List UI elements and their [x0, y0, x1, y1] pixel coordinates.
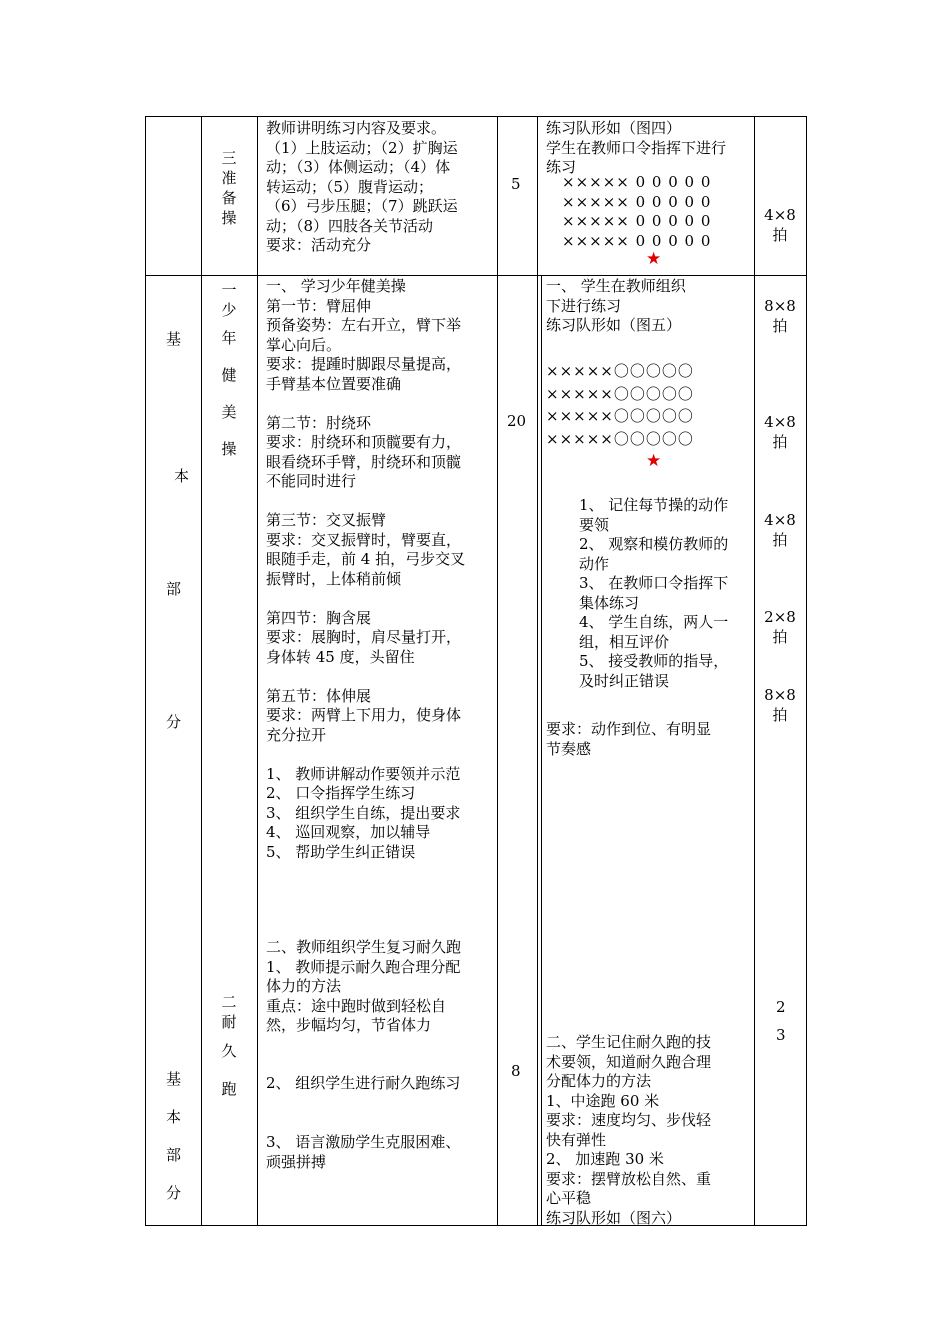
prep-section-label: 三 准 备 操	[221, 149, 237, 227]
formation-row: ×××××〇〇〇〇〇	[546, 384, 694, 403]
teacher-star-icon: ★	[646, 249, 662, 269]
run-content-b: 2、 组织学生进行耐久跑练习	[266, 1074, 461, 1092]
prep-content: 教师讲明练习内容及要求。 （1）上肢运动；（2）扩胸运 动；（3）体侧运动；（4）体 转运动；（5）腹背运动； （6）弓步压腿；（7）跳跃运 动；（8）四肢各关节活动 要求：活动充分	[266, 119, 458, 254]
prep-student: 练习队形如（图四） 学生在教师口令指挥下进行 练习	[546, 119, 727, 176]
run-section-label: 二 耐 久 跑	[221, 993, 237, 1098]
aerobics-content: 一、 学习少年健美操 第一节：臂屈伸 预备姿势：左右开立，臂下举 掌心向后。 要求：提踵时脚跟尽量提高， 手臂基本位置要准确 第二节：肘绕环 要求：肘绕环和顶髋要有力， 眼看绕环手臂，肘绕环和顶髋 不能同时进行 第三节：交叉振臂 要求：交叉振臂时，臂要直， 眼随手走，前 4 拍，弓步交叉 振臂时，上体稍前倾 第四节：胸含展 要求：展胸时，肩尽量打开， 身体转 45 度，头留住 第五节：体伸展 要求：两臂上下用力，使身体 充分拉开 1、 教师讲解动作要领并示范 2、 口令指挥学生练习 3、 组织学生自练，提出要求 4、 巡回观察，加以辅导 5、 帮助学生纠正错误	[266, 277, 466, 861]
run-content-a: 二、教师组织学生复习耐久跑 1、 教师提示耐久跑合理分配 体力的方法 重点：途中跑时做到轻松自 然，步幅均匀，节省体力	[266, 938, 462, 1034]
aerobics-student-req: 要求：动作到位、有明显 节奏感	[546, 720, 712, 758]
col-divider	[201, 117, 202, 1225]
prep-formation	[562, 173, 711, 251]
row-divider	[146, 275, 806, 276]
col-divider-inner	[541, 275, 542, 1225]
run-reps: 2 3	[776, 998, 786, 1044]
col-divider	[257, 117, 258, 1225]
col-divider	[754, 117, 755, 1225]
formation-row: ××××× 0 0 0 0 0	[562, 192, 712, 211]
formation-row: ×××××〇〇〇〇〇	[546, 429, 694, 448]
formation-row: ××××× 0 0 0 0 0	[562, 212, 712, 230]
teacher-star-icon: ★	[646, 451, 662, 471]
formation-row: ×××××〇〇〇〇〇	[546, 407, 694, 425]
aerobics-time: 20	[507, 412, 527, 430]
prep-reps: 4×8 拍	[764, 206, 796, 244]
aerobics-student-list: 1、 记住每节操的动作 要领 2、 观察和模仿教师的 动作 3、 在教师口令指挥下 集体练习 4、 学生自练，两人一 组，相互评价 5、 接受教师的指导， 及时纠正错误	[579, 496, 729, 690]
aerobics-student-top: 一、 学生在教师组织 下进行练习 练习队形如（图五）	[546, 277, 686, 334]
col-divider	[497, 117, 498, 1225]
formation-row: ××××× 0 0 0 0 0	[562, 173, 712, 191]
main2-part-label: 基 本 部 分	[166, 1070, 182, 1202]
formation-row: ×××××〇〇〇〇〇	[546, 362, 694, 380]
col-divider	[537, 117, 538, 1225]
run-student: 二、学生记住耐久跑的技 术要领，知道耐久跑合理 分配体力的方法 1、中途跑 60 米 要求：速度均匀、步伐轻 快有弹性 2、 加速跑 30 米 要求：摆臂放松自然、重 心平稳 练习队形如（图六）	[546, 1033, 712, 1227]
run-time: 8	[511, 1062, 521, 1080]
aerobics-formation	[546, 360, 694, 450]
prep-time: 5	[511, 175, 521, 193]
formation-row: ××××× 0 0 0 0 0	[562, 231, 712, 250]
aerobics-section-label: 一 少 年 健 美 操	[221, 281, 237, 458]
run-content-c: 3、 语言激励学生克服困难、 顽强拼搏	[266, 1133, 461, 1171]
